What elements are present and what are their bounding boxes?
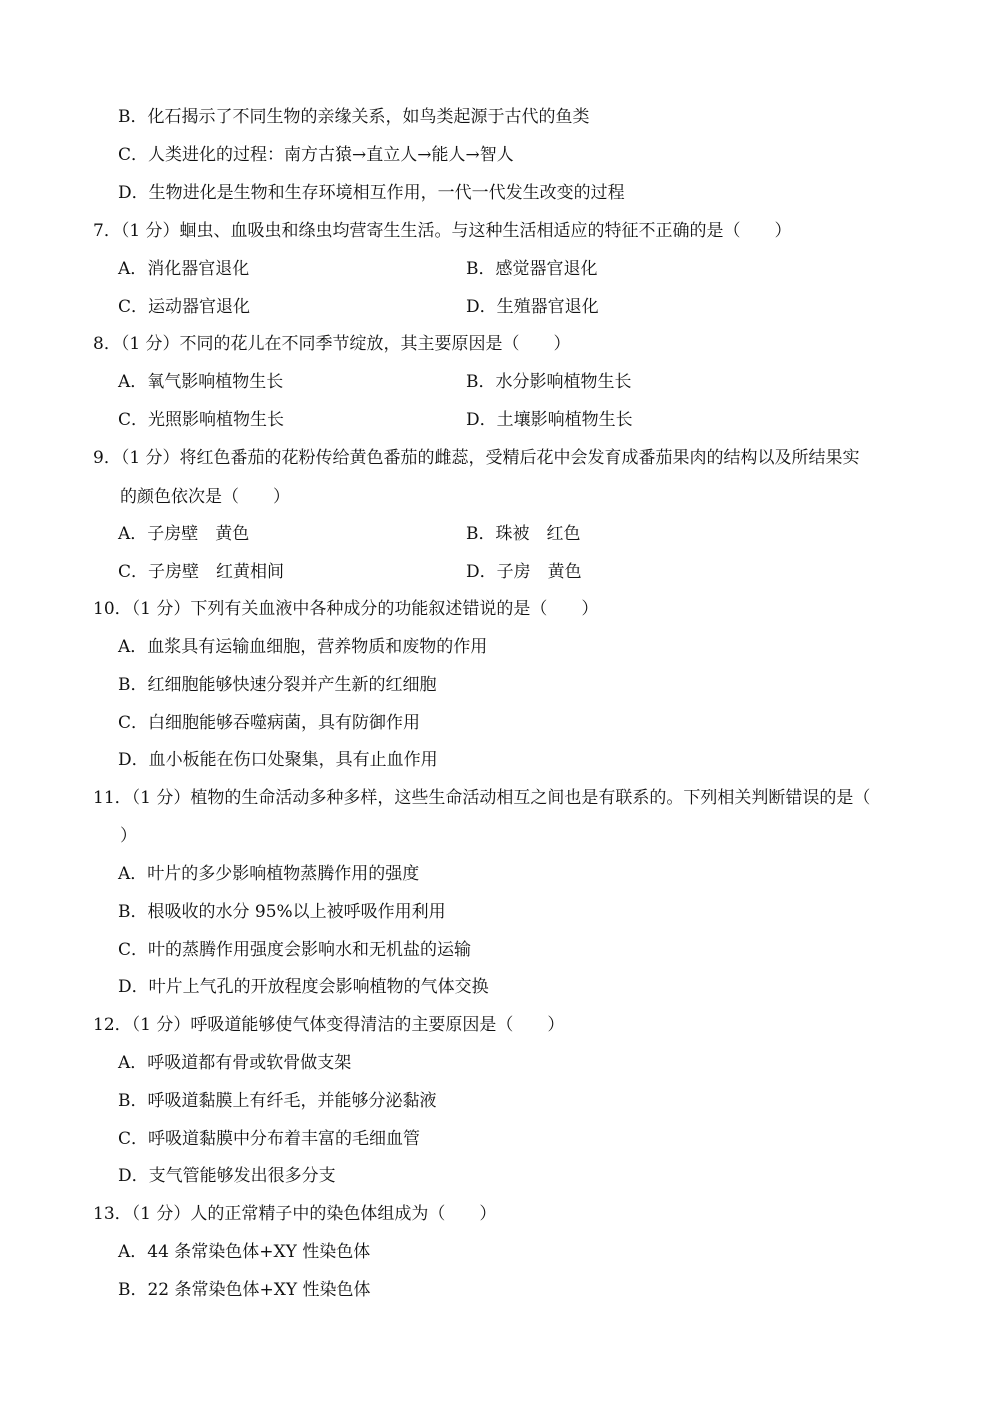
- q10-option-c: C．白细胞能够吞噬病菌，具有防御作用: [118, 713, 421, 733]
- q6-option-b: B．化石揭示了不同生物的亲缘关系，如鸟类起源于古代的鱼类: [118, 107, 590, 127]
- q13-stem: 13．（1 分）人的正常精子中的染色体组成为（ ）: [93, 1204, 497, 1224]
- q13-option-b: B．22 条常染色体+XY 性染色体: [118, 1280, 371, 1300]
- q11-option-d: D．叶片上气孔的开放程度会影响植物的气体交换: [118, 977, 489, 997]
- q10-option-a: A．血浆具有运输血细胞，营养物质和废物的作用: [118, 637, 488, 657]
- q10-option-d: D．血小板能在伤口处聚集，具有止血作用: [118, 750, 438, 770]
- q8-option-b: B．水分影响植物生长: [466, 372, 632, 392]
- q9-option-d: D．子房 黄色: [466, 562, 582, 582]
- q12-stem: 12．（1 分）呼吸道能够使气体变得清洁的主要原因是（ ）: [93, 1015, 565, 1035]
- q8-option-c: C．光照影响植物生长: [118, 410, 285, 430]
- q6-option-d: D．生物进化是生物和生存环境相互作用，一代一代发生改变的过程: [118, 183, 625, 203]
- q12-option-a: A．呼吸道都有骨或软骨做支架: [118, 1053, 352, 1073]
- q12-option-b: B．呼吸道黏膜上有纤毛，并能够分泌黏液: [118, 1091, 437, 1111]
- q12-option-d: D．支气管能够发出很多分支: [118, 1166, 336, 1186]
- q7-option-a: A．消化器官退化: [118, 259, 250, 279]
- q9-option-a: A．子房壁 黄色: [118, 524, 250, 544]
- q13-option-a: A．44 条常染色体+XY 性染色体: [118, 1242, 371, 1262]
- q7-option-d: D．生殖器官退化: [466, 297, 599, 317]
- q9-option-c: C．子房壁 红黄相间: [118, 562, 285, 582]
- q12-option-c: C．呼吸道黏膜中分布着丰富的毛细血管: [118, 1129, 421, 1149]
- q11-option-c: C．叶的蒸腾作用强度会影响水和无机盐的运输: [118, 940, 472, 960]
- q11-stem-continued: ）: [120, 826, 137, 846]
- q9-stem-continued: 的颜色依次是（ ）: [120, 487, 290, 507]
- q11-option-b: B．根吸收的水分 95%以上被呼吸作用利用: [118, 902, 446, 922]
- q10-stem: 10．（1 分）下列有关血液中各种成分的功能叙述错说的是（ ）: [93, 599, 599, 619]
- q8-option-d: D．土壤影响植物生长: [466, 410, 633, 430]
- q6-option-c: C．人类进化的过程：南方古猿→直立人→能人→智人: [118, 145, 514, 165]
- q8-option-a: A．氧气影响植物生长: [118, 372, 284, 392]
- q9-stem: 9．（1 分）将红色番茄的花粉传给黄色番茄的雌蕊，受精后花中会发育成番茄果肉的结构以及所结果实: [93, 448, 860, 468]
- q7-stem: 7．（1 分）蛔虫、血吸虫和绦虫均营寄生生活。与这种生活相适应的特征不正确的是（ ）: [93, 221, 792, 241]
- q7-option-b: B．感觉器官退化: [466, 259, 598, 279]
- q9-option-b: B．珠被 红色: [466, 524, 581, 544]
- q10-option-b: B．红细胞能够快速分裂并产生新的红细胞: [118, 675, 437, 695]
- q11-option-a: A．叶片的多少影响植物蒸腾作用的强度: [118, 864, 420, 884]
- q8-stem: 8．（1 分）不同的花儿在不同季节绽放，其主要原因是（ ）: [93, 334, 571, 354]
- q7-option-c: C．运动器官退化: [118, 297, 251, 317]
- q11-stem: 11．（1 分）植物的生命活动多种多样，这些生命活动相互之间也是有联系的。下列相关判断错误的是（: [93, 788, 871, 808]
